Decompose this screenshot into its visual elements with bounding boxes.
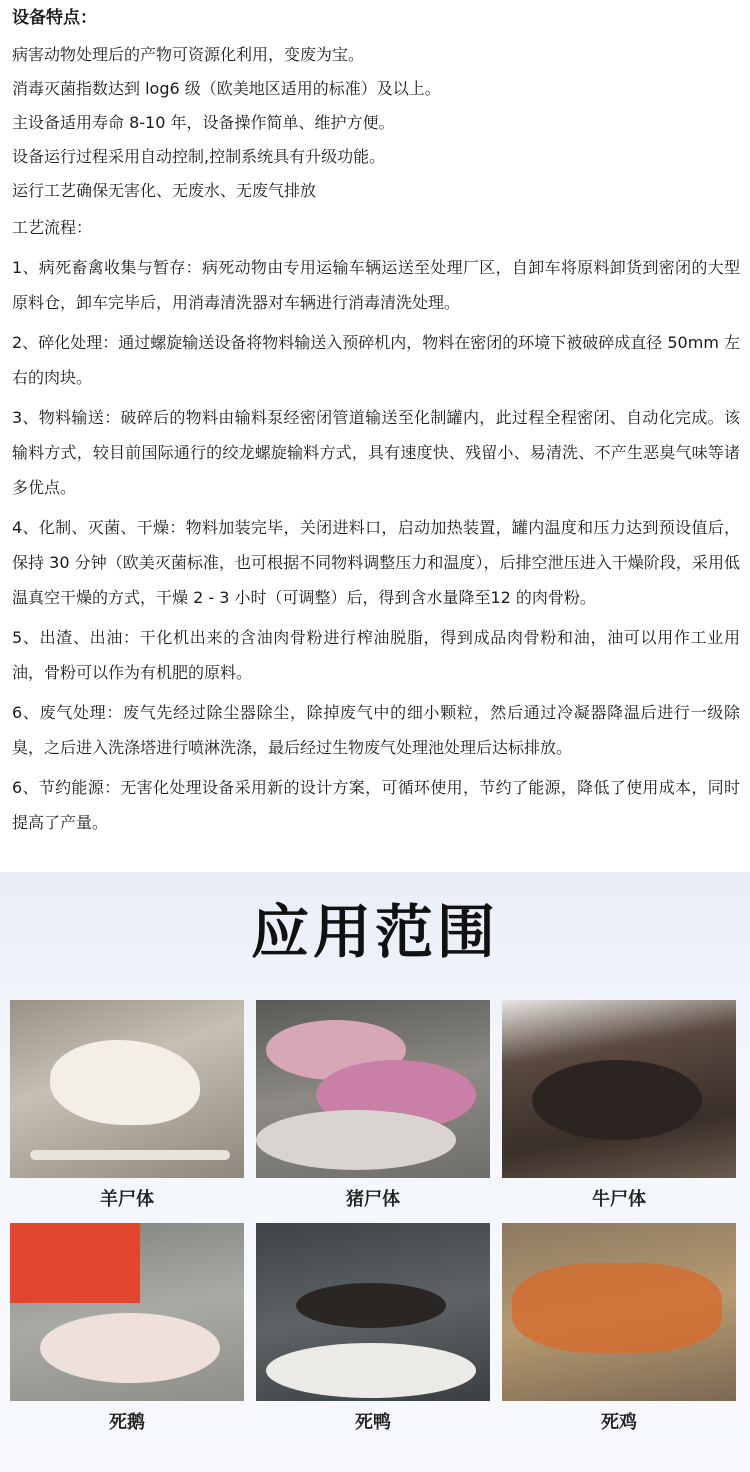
- gallery-caption: 羊尸体: [100, 1189, 154, 1210]
- dead-duck-photo: [256, 1223, 490, 1401]
- process-step: 2、碎化处理：通过螺旋输送设备将物料输送入预碎机内，物料在密闭的环境下被破碎成直径 50mm 左右的肉块。: [12, 333, 740, 387]
- application-gallery: [0, 872, 750, 1472]
- gallery-card-cattle: [502, 1000, 736, 1214]
- process-step: 3、物料输送：破碎后的物料由输料泵经密闭管道输送至化制罐内，此过程全程密闭、自动化完成。该输料方式，较目前国际通行的绞龙螺旋输料方式，具有速度快、残留小、易清洗、不产生恶臭气味等诸多优点。: [12, 408, 740, 497]
- process-heading: 工艺流程：: [12, 218, 93, 237]
- features-list: [12, 38, 742, 208]
- gallery-card-duck: [256, 1223, 490, 1437]
- gallery-caption: 死鸡: [601, 1412, 637, 1433]
- process-step: 6、废气处理：废气先经过除尘器除尘，除掉废气中的细小颗粒，然后通过冷凝器降温后进行一级除臭，之后进入洗涤塔进行喷淋洗涤，最后经过生物废气处理池处理后达标排放。: [12, 703, 740, 757]
- dead-goose-photo: [10, 1223, 244, 1401]
- feature-item: 运行工艺确保无害化、无废水、无废气排放: [12, 181, 317, 200]
- process-steps: [12, 250, 740, 845]
- process-step: 1、病死畜禽收集与暂存：病死动物由专用运输车辆运送至处理厂区，自卸车将原料卸货到密闭的大型原料仓，卸车完毕后，用消毒清洗器对车辆进行消毒清洗处理。: [12, 258, 740, 312]
- dead-chicken-photo: [502, 1223, 736, 1401]
- application-scope-title: 应用范围: [250, 898, 499, 966]
- gallery-card-pig: [256, 1000, 490, 1214]
- feature-item: 病害动物处理后的产物可资源化利用，变废为宝。: [12, 45, 365, 64]
- gallery-caption: 牛尸体: [592, 1189, 646, 1210]
- process-step: 4、化制、灭菌、干燥：物料加装完毕，关闭进料口，启动加热装置，罐内温度和压力达到预设值后，保持 30 分钟（欧美灭菌标准，也可根据不同物料调整压力和温度），后排空泄压进入干燥阶段，采用低温真空干燥的方式，干燥 2 - 3 小时（可调整）后，得到含水量降至12 的肉骨粉。: [12, 518, 740, 607]
- gallery-caption: 猪尸体: [346, 1189, 400, 1210]
- gallery-card-chicken: [502, 1223, 736, 1437]
- application-scope-section: [0, 872, 750, 1472]
- gallery-caption: 死鹅: [109, 1412, 145, 1433]
- cattle-carcass-photo: [502, 1000, 736, 1178]
- gallery-card-sheep: [10, 1000, 244, 1214]
- features-heading: 设备特点：: [12, 8, 97, 28]
- process-step: 5、出渣、出油：干化机出来的含油肉骨粉进行榨油脱脂，得到成品肉骨粉和油，油可以用作工业用油，骨粉可以作为有机肥的原料。: [12, 628, 740, 682]
- feature-item: 消毒灭菌指数达到 log6 级（欧美地区适用的标准）及以上。: [12, 79, 441, 98]
- feature-item: 主设备适用寿命 8-10 年，设备操作简单、维护方便。: [12, 113, 395, 132]
- sheep-carcass-photo: [10, 1000, 244, 1178]
- gallery-caption: 死鸭: [355, 1412, 391, 1433]
- feature-item: 设备运行过程采用自动控制,控制系统具有升级功能。: [12, 147, 386, 166]
- pig-carcass-photo: [256, 1000, 490, 1178]
- gallery-card-goose: [10, 1223, 244, 1437]
- process-step: 6、节约能源：无害化处理设备采用新的设计方案，可循环使用，节约了能源，降低了使用成本，同时提高了产量。: [12, 778, 740, 832]
